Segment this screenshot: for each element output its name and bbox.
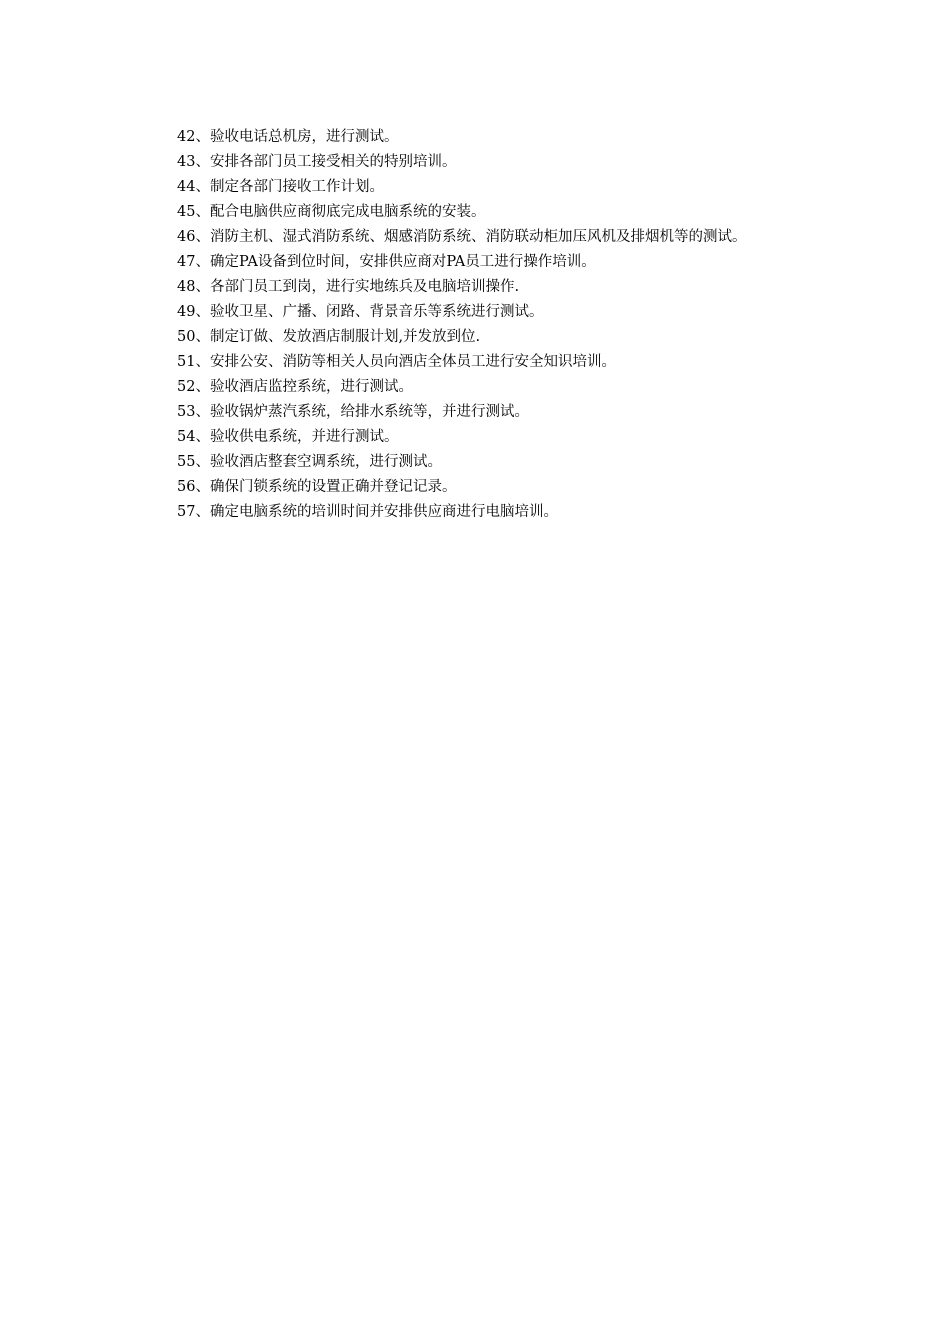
list-item: 42、验收电话总机房，进行测试。 bbox=[177, 129, 399, 145]
list-item: 44、制定各部门接收工作计划。 bbox=[177, 179, 384, 195]
list-item: 52、验收酒店监控系统，进行测试。 bbox=[177, 379, 413, 395]
document-body bbox=[144, 125, 809, 525]
list-item: 48、各部门员工到岗，进行实地练兵及电脑培训操作. bbox=[177, 279, 520, 295]
list-item: 55、验收酒店整套空调系统，进行测试。 bbox=[177, 454, 442, 470]
list-item: 46、消防主机、湿式消防系统、烟感消防系统、消防联动柜加压风机及排烟机等的测试。 bbox=[177, 229, 747, 245]
list-item: 50、制定订做、发放酒店制服计划,并发放到位. bbox=[177, 329, 481, 345]
list-item: 43、安排各部门员工接受相关的特别培训。 bbox=[177, 154, 457, 170]
list-item: 51、安排公安、消防等相关人员向酒店全体员工进行安全知识培训。 bbox=[177, 354, 616, 370]
list-item: 49、验收卫星、广播、闭路、背景音乐等系统进行测试。 bbox=[177, 304, 544, 320]
list-item: 57、确定电脑系统的培训时间并安排供应商进行电脑培训。 bbox=[177, 504, 558, 520]
list-item: 54、验收供电系统，并进行测试。 bbox=[177, 429, 399, 445]
list-item: 47、确定PA设备到位时间，安排供应商对PA员工进行操作培训。 bbox=[177, 254, 596, 270]
list-item: 53、验收锅炉蒸汽系统，给排水系统等，并进行测试。 bbox=[177, 404, 529, 420]
list-item: 56、确保门锁系统的设置正确并登记记录。 bbox=[177, 479, 457, 495]
list-item: 45、配合电脑供应商彻底完成电脑系统的安装。 bbox=[177, 204, 486, 220]
